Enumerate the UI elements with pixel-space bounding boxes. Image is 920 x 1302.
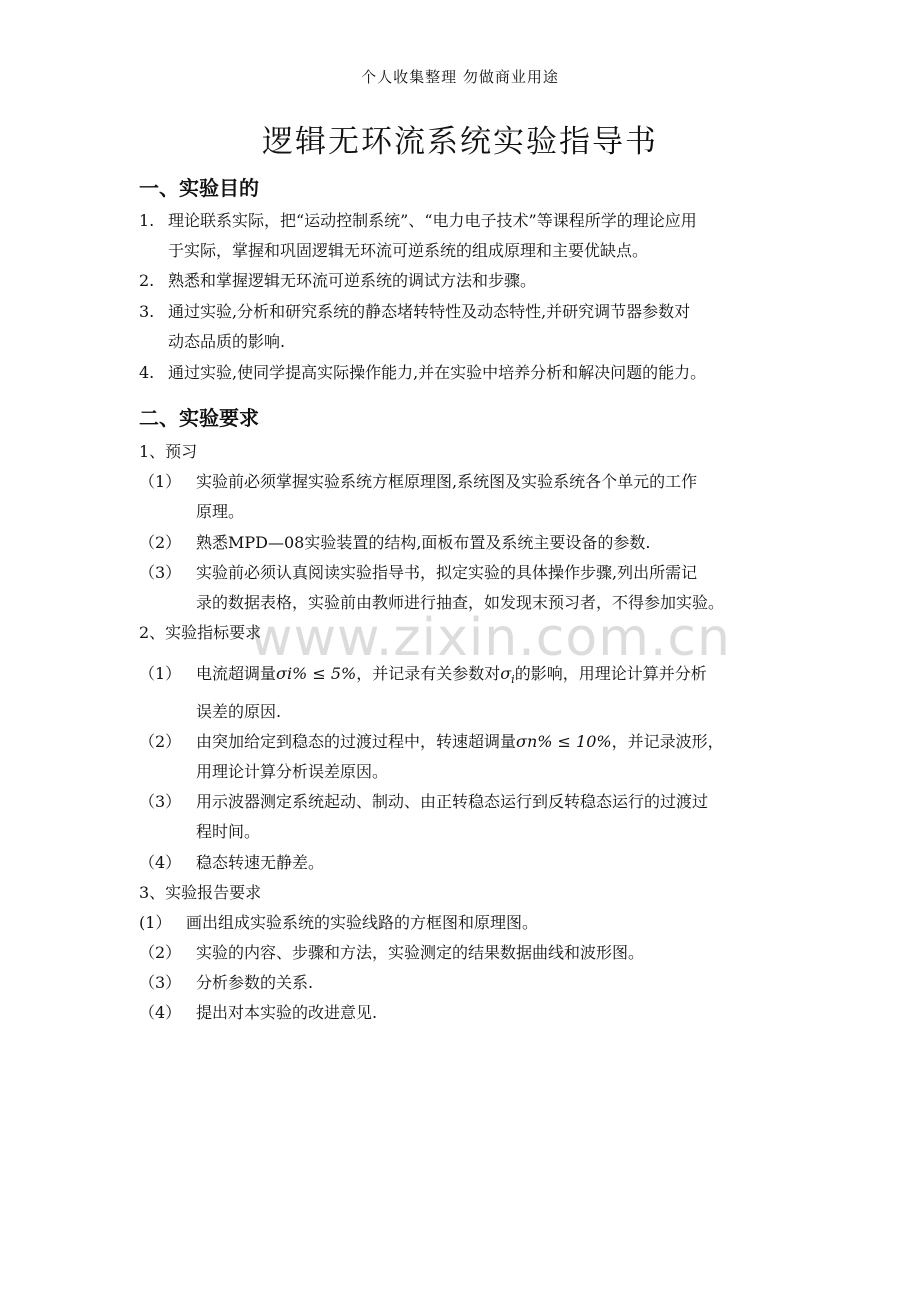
list-item-text: 于实际，掌握和巩固逻辑无环流可逆系统的组成原理和主要优缺点。 [168,241,649,260]
list-item-number: （3） [139,563,182,582]
list-item-text [196,731,724,753]
list-item-text: 分析参数的关系. [196,973,314,992]
list-item-text: 程时间。 [196,822,261,841]
list-item-number: （3） [139,973,182,992]
list-item-text: 误差的原因. [196,702,282,721]
list-item-text: 实验的内容、步骤和方法，实验测定的结果数据曲线和波形图。 [196,943,645,962]
text-segment: 电流超调量 [196,664,277,683]
list-item-text: 熟悉MPD—08实验装置的结构,面板布置及系统主要设备的参数. [196,533,651,552]
list-item-number: 2. [139,271,155,290]
list-item-number: 3. [139,302,155,321]
list-item-number: 4. [139,363,155,382]
list-item-text: 动态品质的影响. [168,332,286,351]
list-item-number: （3） [139,792,182,811]
page-header: 个人收集整理 勿做商业用途 [361,68,559,86]
math-current-overshoot: σi% ≤ 5% [276,664,357,683]
list-item-number: （1） [139,472,182,491]
math-subscript: i [511,673,515,687]
list-item-number: （2） [139,943,182,962]
list-item-text: 通过实验,分析和研究系统的静态堵转特性及动态特性,并研究调节器参数对 [168,302,691,321]
watermark: www.zixin.com.cn [250,608,731,668]
text-segment: 的影响，用理论计算并分析 [514,664,707,683]
list-item-text: 原理。 [196,502,245,521]
list-item-text: 通过实验,使同学提高实际操作能力,并在实验中培养分析和解决问题的能力。 [168,363,707,382]
list-item-number: （1） [139,664,182,683]
list-item-number: (1） [139,913,172,932]
document-title: 逻辑无环流系统实验指导书 [262,124,658,160]
list-item-text: 用理论计算分析误差原因。 [196,762,389,781]
list-item-text: 录的数据表格，实验前由教师进行抽查，如发现末预习者，不得参加实验。 [196,593,725,612]
list-item-text [196,663,707,691]
subsection-label: 2、实验指标要求 [139,623,262,642]
list-item-text: 提出对本实验的改进意见. [196,1003,378,1022]
section-heading-requirements: 二、实验要求 [139,406,259,430]
math-sigma: σ [500,664,512,683]
section-heading-purpose: 一、实验目的 [139,176,259,200]
list-item-text: 熟悉和掌握逻辑无环流可逆系统的调试方法和步骤。 [168,271,537,290]
math-speed-overshoot: σn% ≤ 10% [516,732,612,751]
subsection-label: 1、预习 [139,442,198,461]
list-item-number: （2） [139,533,182,552]
list-item-number: （4） [139,853,182,872]
list-item-text: 实验前必须认真阅读实验指导书，拟定实验的具体操作步骤,列出所需记 [196,563,698,582]
text-segment: ，并记录波形， [611,732,724,751]
list-item-text: 用示波器测定系统起动、制动、由正转稳态运行到反转稳态运行的过渡过 [196,792,709,811]
list-item-number: （2） [139,732,182,751]
list-item-text: 稳态转速无静差。 [196,853,325,872]
list-item-text: 画出组成实验系统的实验线路的方框图和原理图。 [186,913,539,932]
list-item-text: 实验前必须掌握实验系统方框原理图,系统图及实验系统各个单元的工作 [196,472,698,491]
subsection-label: 3、实验报告要求 [139,883,262,902]
list-item-number: （4） [139,1003,182,1022]
text-segment: 由突加给定到稳态的过渡过程中，转速超调量 [196,732,517,751]
text-segment: ，并记录有关参数对 [356,664,501,683]
list-item-text: 理论联系实际，把“运动控制系统”、“电力电子技术”等课程所学的理论应用 [168,211,697,230]
list-item-number: 1. [139,211,155,230]
